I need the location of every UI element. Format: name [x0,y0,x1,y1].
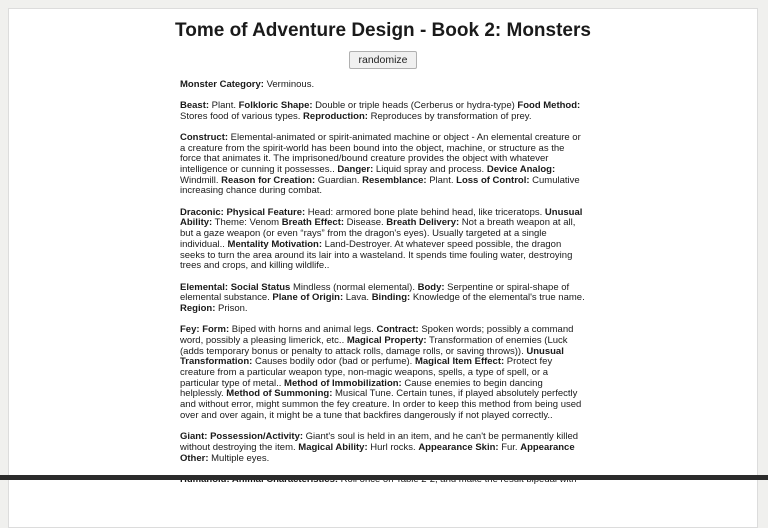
paragraph-draconic [180,208,586,272]
field-label: Draconic: [180,206,227,218]
page-title: Tome of Adventure Design - Book 2: Monsters [175,20,591,41]
field-value: Disease. [344,217,387,229]
field-label: Reproduction: [303,110,368,122]
field-value: Reproduces by transformation of prey. [367,110,532,122]
field-label: Possession/Activity: [210,431,304,443]
paragraph-elemental [180,283,586,315]
field-label: Loss of Control: [456,174,530,186]
field-value: Plant. [426,174,457,186]
field-value: Head: armored bone plate behind head, like triceratops. [305,206,545,218]
field-label: Region: [180,302,216,314]
field-value: Serpentine or spiral-shape of elemental substance. [180,281,570,304]
field-value: Double or triple heads (Cerberus or hydra-type) [312,99,518,111]
field-label: Breath Delivery: [386,217,460,229]
field-label: Monster Category: [180,78,264,90]
field-value: Not a breath weapon at all, but a gaze weapon (or even “rays” from the dragon's eyes). Usually targeted at a single individual.. [180,217,576,250]
field-label: Plane of Origin: [272,292,344,304]
field-label: Physical Feature: [226,206,306,218]
field-label: Social Status [230,281,291,293]
field-value: Lava. [343,292,372,304]
field-value: Windmill. [180,174,222,186]
field-value: Causes bodily odor (bad or perfume). [252,356,415,368]
content-card [8,8,758,528]
field-label: Giant: [180,431,211,443]
field-value: Theme: Venom [212,217,282,229]
field-label: Unusual Transformation: [180,345,564,368]
field-value: Musical Tune. Certain tunes, if played absolutely perfectly and without error, might summon the fey creature. In order to keep this method from being used over and over again, it might be a tune that backfires dangerously if not played correctly.. [180,388,582,421]
field-label: Magical Property: [346,334,427,346]
field-value: Giant's soul is held in an item, and he can't be permanently killed without destroying the item. [180,431,579,453]
bottom-edge-bar [0,475,768,480]
field-label: Contract: [376,324,419,336]
field-label: Appearance Other: [180,441,575,464]
field-label: Magical Item Effect: [414,356,505,368]
field-value: Verminous. [263,78,315,90]
field-value: Plant. [209,99,239,111]
paragraph-construct [180,133,586,197]
paragraph-monster-category [180,80,586,91]
monster-entry [180,80,586,486]
field-label: Resemblance: [362,174,427,186]
field-label: Device Analog: [486,164,556,175]
field-label: Danger: [337,164,374,175]
field-label: Mentality Motivation: [227,238,323,250]
field-value: Land-Destroyer. At whatever speed possible, the dragon seeks to turn the area around its lair into a wasteland. It spends time fouling water, destroying trees and crops, and killing wildlife.. [180,238,573,272]
paragraph-fey [180,325,586,421]
field-label: Appearance Skin: [418,441,499,453]
field-label: Magical Ability: [298,441,368,453]
field-value: Transformation of enemies (Luck (adds temporary bonus or penalty to attack rolls, damage rolls, or saving throws)). [180,334,568,357]
field-value: Liquid spray and process. [373,164,487,175]
field-value: Elemental-animated or spirit-animated machine or object - An elemental creature or a creature from the spirit-world has been bound into the object, machine, or structure as the force that animates it. The imprisoned/bound creature provides the object with whatever intelligence or cunning it possesses.. [180,131,581,175]
field-label: Reason for Creation: [221,174,316,186]
field-label: Form: [202,324,230,336]
field-value: Knowledge of the elemental's true name. [410,292,585,304]
field-label: Method of Summoning: [226,388,333,400]
field-value: Protect fey creature from a particular weapon type, non-magic weapons, spells, a type of spell, or a particular type of metal.. [180,356,553,389]
field-label: Elemental: [180,281,231,293]
field-value: Biped with horns and animal legs. [229,324,377,336]
field-label: Binding: [371,292,411,304]
field-value: Cumulative increasing chance during combat. [180,174,580,197]
button-row [9,50,757,69]
field-label: Construct: [180,131,229,143]
randomize-button[interactable]: randomize [349,51,416,69]
field-value: Fur. [498,441,521,453]
field-label: Fey: [180,324,203,336]
field-value: Prison. [215,302,248,314]
field-label: Beast: [180,99,210,111]
field-label: Food Method: [517,99,581,111]
field-value: Spoken words; possibly a command word, possibly a pleasing limerick, etc.. [180,324,574,346]
paragraph-beast [180,101,586,122]
field-value: Mindless (normal elemental). [290,281,418,293]
field-value: Multiple eyes. [208,452,270,464]
field-value: Guardian. [315,174,363,186]
field-label: Breath Effect: [281,217,345,229]
field-value: Cause enemies to begin dancing helplessly. [180,377,543,400]
field-label: Method of Immobilization: [284,377,402,389]
field-value: Stores food of various types. [180,110,304,122]
paragraph-giant [180,432,586,464]
field-value: Hurl rocks. [367,441,419,453]
field-label: Folkloric Shape: [238,99,313,111]
field-label: Body: [417,281,445,293]
field-label: Unusual Ability: [180,206,583,229]
